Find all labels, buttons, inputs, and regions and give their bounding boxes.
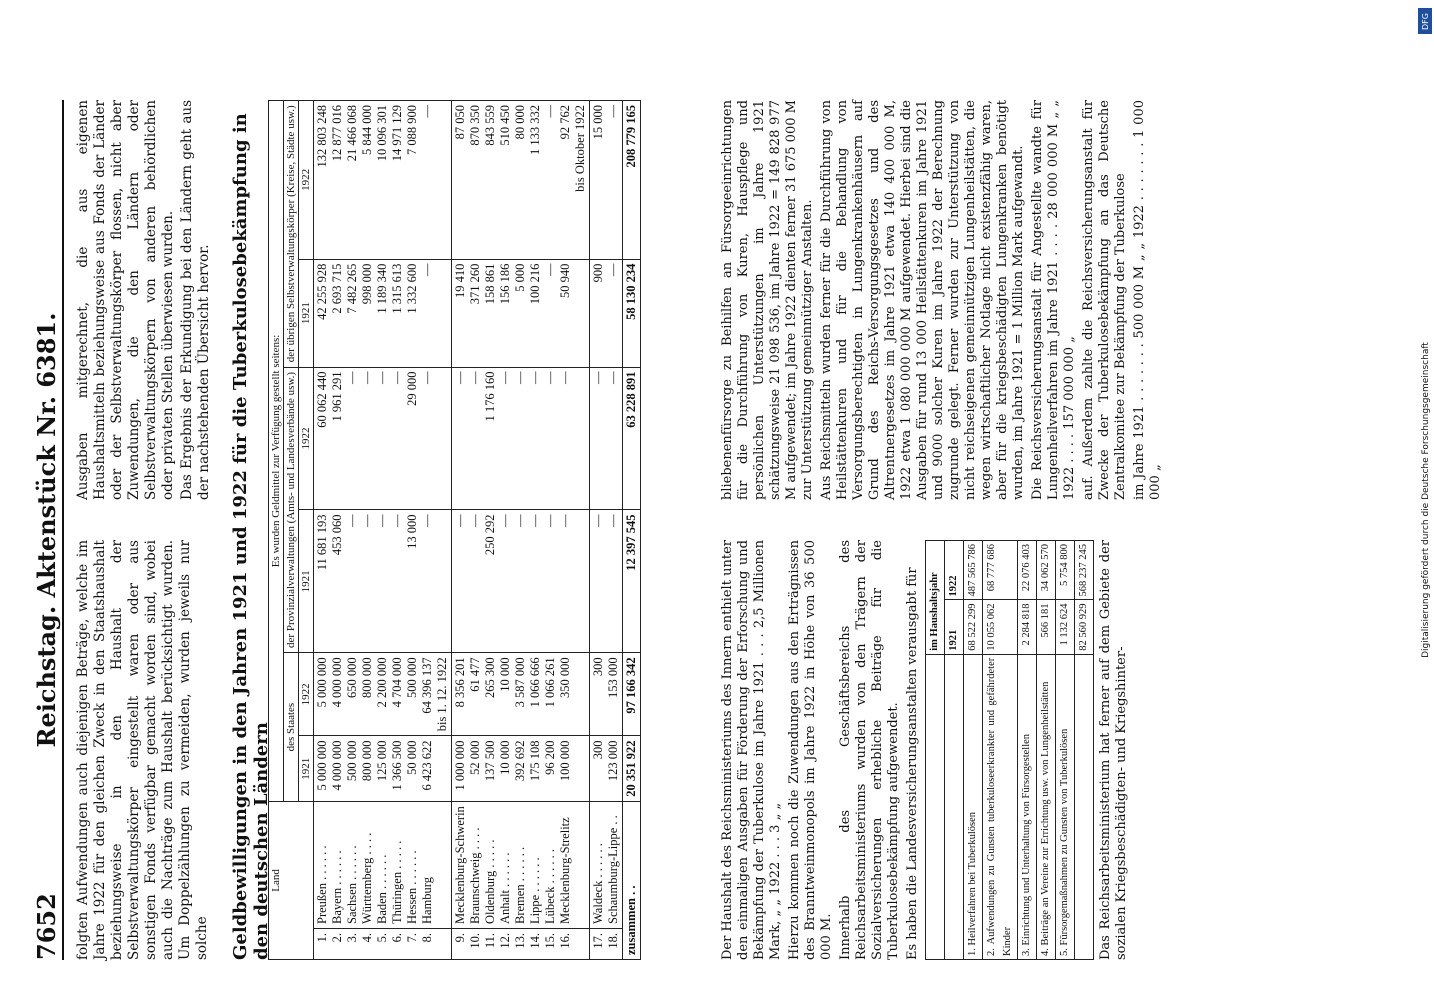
sum-selbst-1921: 58 130 234	[623, 259, 641, 367]
funding-table	[268, 100, 641, 960]
sum-selbst-1922: 208 779 165	[623, 101, 641, 260]
row-label: 2. Aufwendungen zu Gunsten tuberkuloseerkrankter und gefährdeter Kinder	[983, 654, 1018, 959]
table-row-block-2	[452, 101, 590, 960]
staat-1921: 1 000 000 52 000 137 500 10 000 392 692 175 108 96 200 100 000	[452, 736, 590, 801]
intro-left-text: folgten Aufwendungen auch diejenigen Beträge, welche im Jahre 1922 für den gleichen Zweck in den Staatshaushalt beziehungsweise in den Haushalt der Selbstverwaltungskörper eingestellt waren oder aus sonstigen Fonds verfügbar gemacht worden sind, wobei auch die Nachträge zum Haushalt berücksichtigt wurden. Um Doppelzählungen zu vermeiden, wurden jeweils nur solche	[75, 540, 210, 960]
sum-1922: 568 237 245	[1075, 541, 1094, 601]
year-header: 1922	[299, 653, 314, 736]
dfg-logo	[1418, 8, 1432, 34]
selbst-1922: 132 803 248 12 877 016 21 466 068 5 844 000 10 096 301 14 971 129 7 088 900 —	[314, 101, 452, 260]
value-1921: 566 181	[1037, 600, 1056, 654]
blank-cell	[1075, 654, 1094, 959]
prov-1922: — —	[590, 367, 623, 510]
paragraph: Es haben die Landesversicherungsanstalten verausgabt für	[905, 567, 920, 960]
table-row-block-1	[314, 101, 452, 960]
row-label: 1. Heilverfahren bei Tuberkulösen	[964, 654, 983, 959]
paragraph: im Jahre 1921 . . . . . . . 500 000 M „ „ 1922 . . . . . . . 1 000 000 „	[1132, 100, 1163, 500]
value-1922: 68 777 686	[983, 541, 1018, 601]
small-head: im Haushaltsjahr	[926, 541, 945, 655]
table-row	[983, 541, 1018, 960]
paragraph: Das Reichsarbeitsministerium hat ferner auf dem Gebiete der sozialen Kriegsbeschädigten- und Kriegshinter-	[1098, 540, 1129, 960]
paragraph: Der Haushalt des Reichsministeriums des Innern enthielt unter den einmaligen Ausgaben für Förderung der Erforschung und Bekämpfung der Tuberkulose im Jahre 1921 . . . 2,5 Millionen Mark, „ „ 1922 . . . 3 „ „	[720, 540, 783, 960]
staat-1922: 8 356 201 61 477 265 300 10 000 3 587 000 1 066 666 1 066 261 350 000	[452, 653, 590, 736]
staat-1922: 300 153 000	[590, 653, 623, 736]
selbst-1922: 15 000 —	[590, 101, 623, 260]
prov-1921: — —	[590, 510, 623, 653]
staat-1921: 5 000 000 4 000 000 500 000 800 000 125 000 1 366 500 50 000 6 423 622	[314, 736, 452, 801]
header-group: Es wurden Geldmittel zur Verfügung gestellt seitens:	[269, 101, 284, 802]
page-header	[30, 100, 64, 960]
staat-1922: 5 000 000 4 000 000 650 000 800 000 2 200 000 4 704 000 500 000 64 396 137 bis 1. 12. 1922	[314, 653, 452, 736]
table-title: Geldbewilligungen in den Jahren 1921 und 1922 für die Tuberkulosebekämpfung in den deutschen Ländern	[230, 113, 272, 960]
paragraph: Innerhalb des Geschäftsbereichs des Reichsarbeitsministeriums wurden von den Trägern der Sozialversicherungen erhebliche Beiträge für die Tuberkulosebekämpfung aufgewendet.	[838, 540, 901, 960]
intro-right-text-1: Ausgaben mitgerechnet, die aus eigenen Haushaltsmitteln beziehungsweise aus Fonds der Länder oder der Selbstverwaltungskörper flossen, nicht aber Zuwendungen, die den Ländern oder Selbstverwaltungskörpern von anderen behördlichen oder privaten Stellen überwiesen wurden.	[75, 100, 176, 500]
intro-left-column	[75, 540, 213, 960]
year-header: 1921	[299, 736, 314, 801]
row-index: 1. 2. 3. 4. 5. 6. 7. 8.	[314, 929, 452, 960]
row-index: 17. 18.	[590, 929, 623, 960]
value-1921: 1 132 624	[1056, 600, 1075, 654]
row-index: 9. 10. 11. 12. 13. 14. 15. 16.	[452, 929, 590, 960]
land-names: Preußen . . . . . . Bayern . . . . . . Sachsen . . . . . . Württemberg . . . . Baden . . . . . . Thüringen . . . . . Hessen . . . . . . Hamburg	[314, 801, 452, 928]
staat-1921: 300 123 000	[590, 736, 623, 801]
year-header: 1922	[299, 367, 314, 510]
table-row	[1056, 541, 1075, 960]
selbst-1921: 42 255 928 2 693 715 7 482 265 998 000 1 189 340 1 315 613 1 332 600 —	[314, 259, 452, 367]
header-staat: des Staates	[284, 653, 299, 802]
dfg-logo-text: DFG	[1420, 12, 1430, 30]
value-1922: 34 062 570	[1037, 541, 1056, 601]
value-1922: 22 076 403	[1018, 541, 1037, 601]
table-row	[1018, 541, 1037, 960]
header-selbst: der übrigen Selbstverwaltungskörper (Kreise, Städte usw.)	[284, 101, 299, 368]
blank-header	[945, 654, 964, 959]
paragraph: bliebenenfürsorge zu Beihilfen an Fürsorgeeinrichtungen für die Durchführung von Kuren, Hauspflege und persönlichen Unterstützungen im Jahre 1921 schätzungsweise 21 098 536, im Jahre 1922 = 149 828 977 M aufgewendet; im Jahre 1922 dienten ferner 31 675 000 M zur Unterstützung gemeinnütziger Anstalten.	[720, 100, 815, 500]
sum-prov-1921: 12 397 545	[623, 510, 641, 653]
insurance-table	[925, 540, 1094, 960]
margin-note: Digitalisierung gefördert durch die Deutsche Forschungsgemeinschaft	[1421, 342, 1431, 658]
header-land: Land	[269, 801, 314, 959]
selbst-1921: 900 —	[590, 259, 623, 367]
year-header: 1922	[299, 101, 314, 260]
header-prov: der Provinzialverwaltungen (Amts- und Landesverbände usw.)	[284, 367, 299, 653]
row-label: 4. Beiträge an Vereine zur Errichtung usw. von Lungenheilstätten	[1037, 654, 1056, 959]
value-1921: 10 055 062	[983, 600, 1018, 654]
prov-1922: — — 1 176 160 — — — — —	[452, 367, 590, 510]
paragraph: Hierzu kommen noch die Zuwendungen aus den Erträgnissen des Branntweinmonopols im Jahre 1922 in Höhe von 36 500 000 M.	[787, 540, 834, 960]
year-header: 1922	[945, 541, 964, 601]
sum-staat-1922: 97 166 342	[623, 653, 641, 736]
bottom-right-column	[720, 100, 1167, 500]
prov-1921: — — 250 292 — — — — —	[452, 510, 590, 653]
year-header: 1921	[945, 600, 964, 654]
paragraph: auf. Außerdem zahlte die Reichsversicherungsanstalt für Zwecke der Tuberkulosebekämpfung an das Deutsche Zentralkomitee zur Bekämpfung der Tuberkulose	[1081, 100, 1128, 500]
value-1921: 2 284 818	[1018, 600, 1037, 654]
header-title: Reichstag. Aktenstück Nr. 6381.	[32, 312, 61, 748]
sum-1921: 82 560 929	[1075, 600, 1094, 654]
paragraph: Die Reichsversicherungsanstalt für Angestellte wandte für Lungenheilverfahren im Jahre 1921 . . . . 28 000 000 M „ „ 1922 . . . . 157 000 000 „	[1030, 100, 1077, 500]
value-1921: 68 522 299	[964, 600, 983, 654]
table-row-block-3	[590, 101, 623, 960]
year-header: 1921	[299, 259, 314, 367]
land-names: Mecklenburg-Schwerin Braunschweig . . . . Oldenburg . . . . . Anhalt . . . . . . Bremen . . . . . . Lippe . . . . . . Lübeck . . . . . . Mecklenburg-Strelitz	[452, 801, 590, 928]
row-label: 3. Einrichtung und Unterhaltung von Fürsorgestellen	[1018, 654, 1037, 959]
selbst-1921: 19 410 371 260 158 861 156 186 5 000 100 216 — 50 940	[452, 259, 590, 367]
year-header: 1921	[299, 510, 314, 653]
intro-right-column	[75, 100, 215, 500]
paragraph: Aus Reichsmitteln wurden ferner für die Durchführung von Heilstättenkuren und für die Behandlung von Versorgungsberechtigten in Lungenkrankenhäusern auf Grund des Reichs-Versorgungsgesetzes und des Altrentnergesetzes im Jahre 1921 etwa 140 400 000 M, 1922 etwa 1 080 000 000 M aufgewendet. Hierbei sind die Ausgaben für rund 13 000 Heilstättenkuren im Jahre 1921 und 9000 solcher Kuren im Jahre 1922 der Berechnung zugrunde gelegt. Ferner wurden zur Unterstützung von nicht reichseigenen gemeinnützigen Lungenheilstätten, die wegen wirtschaftlicher Notlage nicht existenzfähig waren, aber für die kriegsbeschädigten Lungenkranken benötigt wurden, im Jahre 1921 = 1 Million Mark aufgewandt.	[819, 100, 1026, 500]
sum-prov-1922: 63 228 891	[623, 367, 641, 510]
intro-right-text-2: Das Ergebnis der Erkundigung bei den Ländern geht aus der nachstehenden Übersicht hervor.	[179, 100, 212, 500]
prov-1921: 11 681 193 453 060 — — — — 13 000 —	[314, 510, 452, 653]
table-row-sum	[623, 101, 641, 960]
blank-header	[926, 654, 945, 959]
sum-staat-1921: 20 351 922	[623, 736, 641, 801]
page-number: 7652	[32, 893, 61, 960]
selbst-1922: 87 050 870 350 843 559 510 450 80 000 1 133 332 — 92 762 bis Oktober 1922	[452, 101, 590, 260]
table-row	[964, 541, 983, 960]
value-1922: 487 565 786	[964, 541, 983, 601]
prov-1922: 60 062 440 1 961 291 — — — — 29 000 —	[314, 367, 452, 510]
row-label: 5. Fürsorgemaßnahmen zu Gunsten von Tuberkulösen	[1056, 654, 1075, 959]
land-names: Waldeck . . . . . . Schaumburg-Lippe . .	[590, 801, 623, 928]
table-row-sum	[1075, 541, 1094, 960]
sum-label: zusammen . .	[623, 801, 641, 959]
table-row	[1037, 541, 1056, 960]
value-1922: 5 754 800	[1056, 541, 1075, 601]
bottom-left-column	[720, 540, 1133, 960]
